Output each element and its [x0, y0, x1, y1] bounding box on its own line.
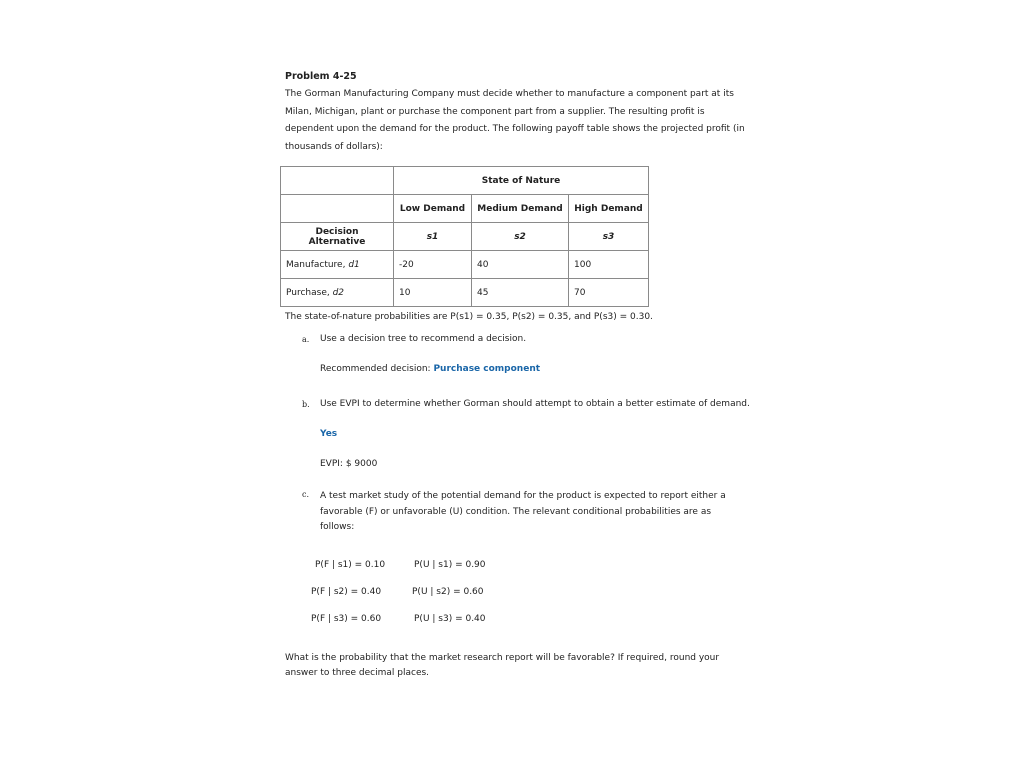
cond-prob-u-s1: P(U | s1) = 0.90 [414, 560, 486, 570]
intro-line: thousands of dollars): [285, 141, 383, 152]
row-label-symbol: d2 [332, 287, 345, 298]
table-cell: 10 [394, 279, 472, 307]
table-row [281, 279, 649, 307]
part-a-marker: a. [302, 335, 310, 344]
probability-s3: P(s3) = 0.30. [593, 312, 653, 322]
probability-s2: P(s2) = 0.35, and [512, 312, 594, 322]
problem-title: Problem 4-25 [285, 71, 357, 82]
column-header-high: High Demand [569, 195, 649, 223]
part-c-line: A test market study of the potential demand for the product is expected to report either a [320, 491, 726, 501]
table-super-header-row [281, 167, 649, 195]
cond-prob-f-s2: P(F | s2) = 0.40 [311, 587, 382, 597]
probabilities-prefix: The state-of-nature probabilities are [285, 312, 451, 322]
table-empty-cell [281, 195, 394, 223]
state-probabilities [285, 312, 653, 322]
row-label-symbol: d1 [348, 259, 360, 270]
probability-s1: P(s1) = 0.35, [450, 312, 513, 322]
intro-line: Milan, Michigan, plant or purchase the component part from a supplier. The resulting profit is [285, 106, 705, 117]
intro-paragraph [285, 86, 755, 156]
cond-prob-u-s2: P(U | s2) = 0.60 [412, 587, 484, 597]
table-cell: 40 [472, 251, 569, 279]
intro-line: dependent upon the demand for the product. The following payoff table shows the projected profit (in [285, 124, 745, 134]
recommended-decision-answer[interactable]: Purchase component [433, 364, 541, 374]
decision-alternative-header: Decision Alternative [281, 223, 394, 251]
part-a-question: Use a decision tree to recommend a decision. [320, 334, 527, 344]
table-empty-cell [281, 167, 394, 195]
cond-prob-u-s3: P(U | s3) = 0.40 [414, 614, 486, 624]
cond-prob-f-s3: P(F | s3) = 0.60 [311, 614, 382, 624]
part-b-question: Use EVPI to determine whether Gorman should attempt to obtain a better estimate of demand. [320, 399, 750, 409]
cond-prob-f-s1: P(F | s1) = 0.10 [315, 560, 386, 570]
column-header-low: Low Demand [394, 195, 472, 223]
part-c-line: follows: [320, 522, 355, 532]
part-a-answer [320, 364, 540, 374]
part-c-marker: c. [302, 490, 310, 499]
state-s3: s3 [569, 223, 649, 251]
evpi-value[interactable]: 9000 [354, 459, 378, 469]
part-c-question [320, 489, 740, 536]
table-column-header-row [281, 195, 649, 223]
followup-line: answer to three decimal places. [285, 668, 430, 678]
table-cell: 100 [569, 251, 649, 279]
part-b-answer[interactable]: Yes [320, 429, 338, 439]
row-label-text: Purchase, [286, 287, 333, 298]
table-cell: 70 [569, 279, 649, 307]
state-of-nature-header: State of Nature [394, 167, 649, 195]
part-b-marker: b. [302, 400, 310, 409]
state-s1: s1 [394, 223, 472, 251]
state-s2: s2 [472, 223, 569, 251]
intro-line: The Gorman Manufacturing Company must decide whether to manufacture a component part at its [285, 89, 734, 99]
row-label-text: Manufacture, [286, 259, 349, 270]
table-cell: -20 [394, 251, 472, 279]
row-label [281, 251, 394, 279]
row-label [281, 279, 394, 307]
answer-label: Recommended decision: [320, 364, 434, 374]
payoff-table [280, 166, 649, 307]
table-state-row [281, 223, 649, 251]
column-header-medium: Medium Demand [472, 195, 569, 223]
followup-line: What is the probability that the market research report will be favorable? If required, round your [285, 653, 720, 663]
part-c-line: favorable (F) or unfavorable (U) condition. The relevant conditional probabilities are as [320, 506, 712, 517]
evpi-label: EVPI: $ [320, 459, 355, 469]
followup-question [285, 651, 745, 681]
table-row [281, 251, 649, 279]
table-cell: 45 [472, 279, 569, 307]
evpi-line [320, 459, 377, 469]
